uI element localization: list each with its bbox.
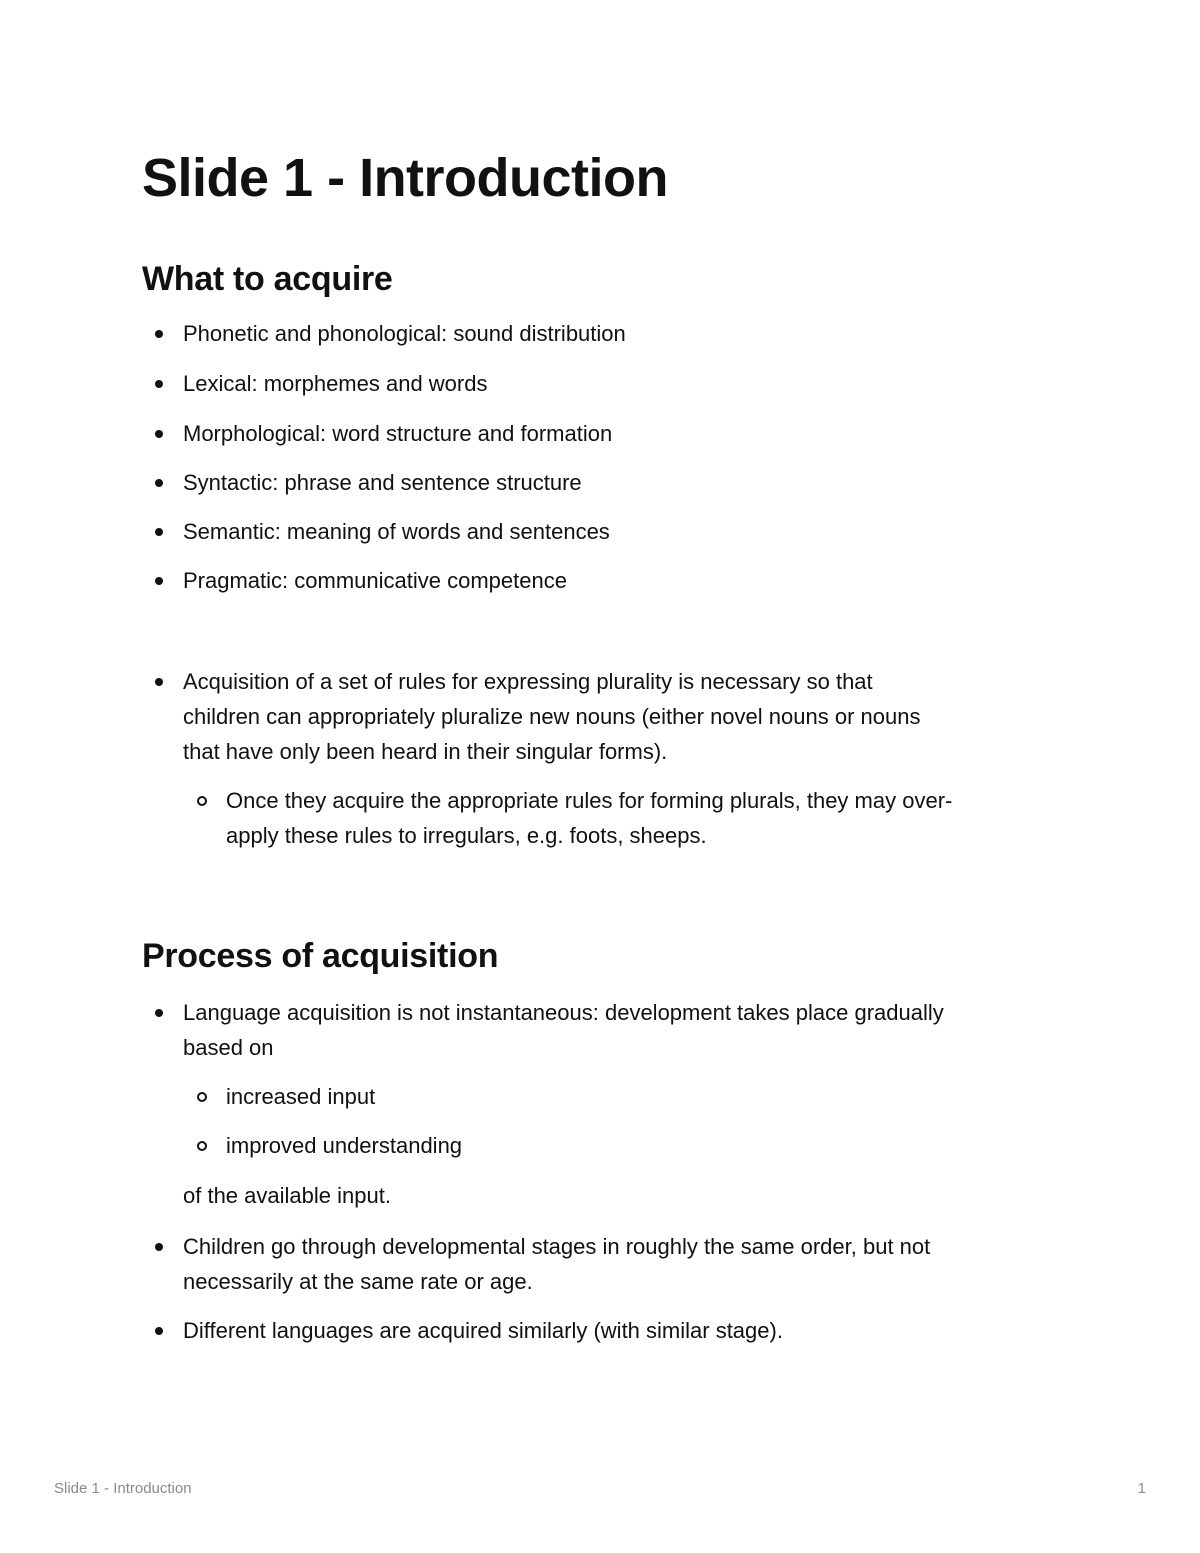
bullet-icon bbox=[155, 1009, 163, 1017]
hollow-bullet-icon bbox=[197, 796, 207, 806]
footer-page-number: 1 bbox=[1137, 1480, 1146, 1497]
sub-list-item-line: Once they acquire the appropriate rules for forming plurals, they may over- bbox=[226, 788, 953, 813]
sub-list-item: increased input bbox=[226, 1084, 376, 1109]
list-item: Morphological: word structure and formation bbox=[183, 421, 613, 446]
bullet-icon bbox=[155, 1243, 163, 1251]
list-item-line: necessarily at the same rate or age. bbox=[183, 1269, 533, 1294]
list-item-line: based on bbox=[183, 1035, 274, 1060]
bullet-icon bbox=[155, 479, 163, 487]
bullet-icon bbox=[155, 678, 163, 686]
bullet-icon bbox=[155, 380, 163, 388]
bullet-icon bbox=[155, 330, 163, 338]
page-title: Slide 1 - Introduction bbox=[142, 148, 668, 208]
bullet-icon bbox=[155, 430, 163, 438]
list-item: Phonetic and phonological: sound distribution bbox=[183, 321, 626, 346]
hollow-bullet-icon bbox=[197, 1092, 207, 1102]
hollow-bullet-icon bbox=[197, 1141, 207, 1151]
list-item-line: Children go through developmental stages in roughly the same order, but not bbox=[183, 1234, 931, 1259]
bullet-icon bbox=[155, 1327, 163, 1335]
sub-list-item-line: apply these rules to irregulars, e.g. foots, sheeps. bbox=[226, 823, 707, 848]
sub-list-item: improved understanding bbox=[226, 1133, 463, 1158]
section-heading-process-of-acquisition: Process of acquisition bbox=[142, 937, 499, 975]
list-item: Different languages are acquired similarly (with similar stage). bbox=[183, 1318, 783, 1343]
continuation-text: of the available input. bbox=[183, 1183, 391, 1208]
list-item: Lexical: morphemes and words bbox=[183, 371, 488, 396]
bullet-icon bbox=[155, 528, 163, 536]
list-item-line: children can appropriately pluralize new nouns (either novel nouns or nouns bbox=[183, 704, 921, 729]
bullet-icon bbox=[155, 577, 163, 585]
list-item-line: that have only been heard in their singular forms). bbox=[183, 739, 668, 764]
list-item: Semantic: meaning of words and sentences bbox=[183, 519, 610, 544]
footer-title: Slide 1 - Introduction bbox=[54, 1480, 192, 1497]
list-item: Syntactic: phrase and sentence structure bbox=[183, 470, 582, 495]
list-item: Pragmatic: communicative competence bbox=[183, 568, 567, 593]
list-item-line: Acquisition of a set of rules for expressing plurality is necessary so that bbox=[183, 669, 873, 694]
list-item-line: Language acquisition is not instantaneous: development takes place gradually bbox=[183, 1000, 944, 1025]
section-heading-what-to-acquire: What to acquire bbox=[142, 260, 393, 298]
